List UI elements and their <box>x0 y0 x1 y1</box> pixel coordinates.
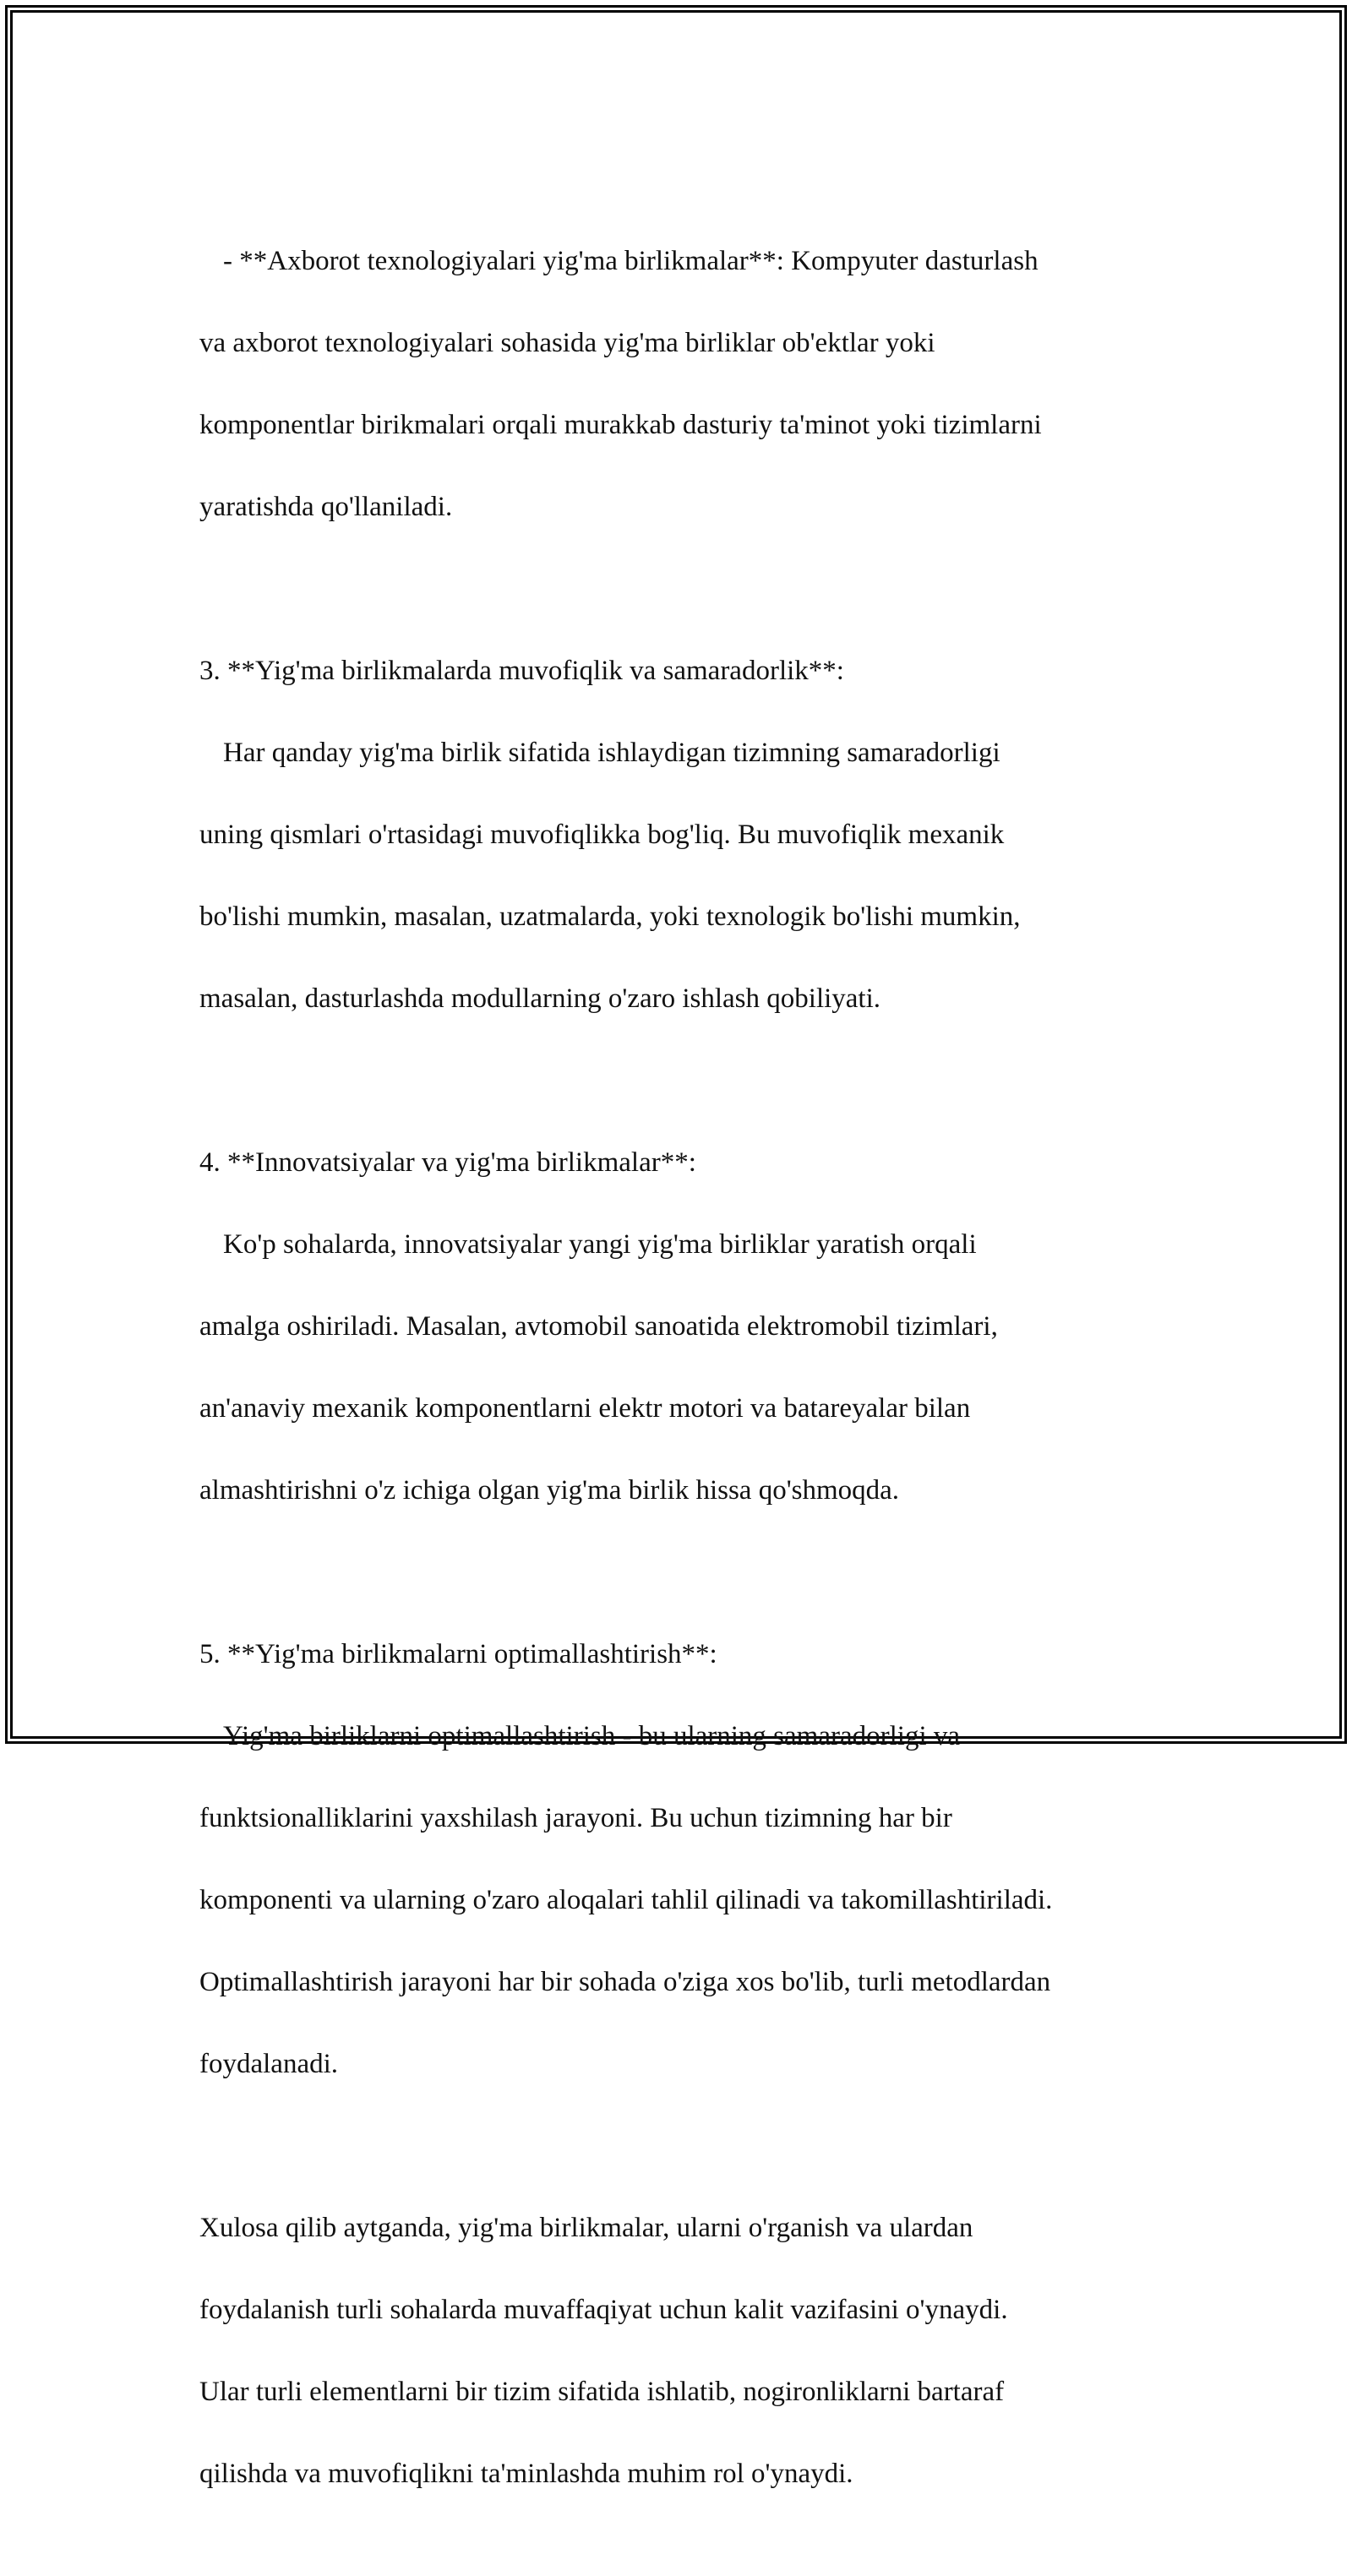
text-line: Ko'p sohalarda, innovatsiyalar yangi yig'ma birliklar yaratish orqali <box>223 1228 977 1260</box>
text-line: funktsionalliklarini yaxshilash jarayoni. Bu uchun tizimning har bir <box>199 1802 952 1833</box>
text-line: va axborot texnologiyalari sohasida yig'ma birliklar ob'ektlar yoki <box>199 327 935 358</box>
text-line: komponenti va ularning o'zaro aloqalari tahlil qilinadi va takomillashtiriladi. <box>199 1884 1053 1915</box>
text-line: qilishda va muvofiqlikni ta'minlashda muhim rol o'ynaydi. <box>199 2458 853 2489</box>
text-line: foydalanadi. <box>199 2048 339 2079</box>
text-line: bo'lishi mumkin, masalan, uzatmalarda, yoki texnologik bo'lishi mumkin, <box>199 901 1021 932</box>
text-line: Optimallashtirish jarayoni har bir sohada o'ziga xos bo'lib, turli metodlardan <box>199 1966 1051 1997</box>
paragraph-conclusion <box>199 2166 1180 2535</box>
text-line: Yig'ma birliklarni optimallashtirish - bu ularning samaradorligi va <box>223 1720 961 1751</box>
paragraph-it-assemblies <box>199 199 1180 569</box>
paragraph-section-3 <box>199 609 1180 1060</box>
section-heading: 5. **Yig'ma birlikmalarni optimallashtirish**: <box>199 1638 717 1669</box>
paragraph-section-4 <box>199 1101 1180 1552</box>
text-line: an'anaviy mexanik komponentlarni elektr motori va batareyalar bilan <box>199 1392 971 1424</box>
text-line: Ular turli elementlarni bir tizim sifatida ishlatib, nogironliklarni bartaraf <box>199 2376 1005 2407</box>
text-line: komponentlar birikmalari orqali murakkab dasturiy ta'minot yoki tizimlarni <box>199 409 1042 440</box>
text-line: almashtirishni o'z ichiga olgan yig'ma birlik hissa qo'shmoqda. <box>199 1474 900 1506</box>
section-heading: 3. **Yig'ma birlikmalarda muvofiqlik va samaradorlik**: <box>199 655 844 686</box>
section-heading: 4. **Innovatsiyalar va yig'ma birlikmalar**: <box>199 1146 696 1178</box>
text-line: amalga oshiriladi. Masalan, avtomobil sanoatida elektromobil tizimlari, <box>199 1310 998 1342</box>
text-line: foydalanish turli sohalarda muvaffaqiyat uchun kalit vazifasini o'ynaydi. <box>199 2294 1008 2325</box>
text-line: Xulosa qilib aytganda, yig'ma birlikmalar, ularni o'rganish va ulardan <box>199 2212 973 2243</box>
text-line: uning qismlari o'rtasidagi muvofiqlikka bog'liq. Bu muvofiqlik mexanik <box>199 819 1005 850</box>
document-body <box>199 199 1180 2576</box>
text-line: yaratishda qo'llaniladi. <box>199 491 453 522</box>
paragraph-section-5 <box>199 1593 1180 2126</box>
text-line: masalan, dasturlashda modullarning o'zaro ishlash qobiliyati. <box>199 983 881 1014</box>
text-line: - **Axborot texnologiyalari yig'ma birlikmalar**: Kompyuter dasturlash <box>223 245 1039 276</box>
text-line: Har qanday yig'ma birlik sifatida ishlaydigan tizimning samaradorligi <box>223 737 1000 768</box>
